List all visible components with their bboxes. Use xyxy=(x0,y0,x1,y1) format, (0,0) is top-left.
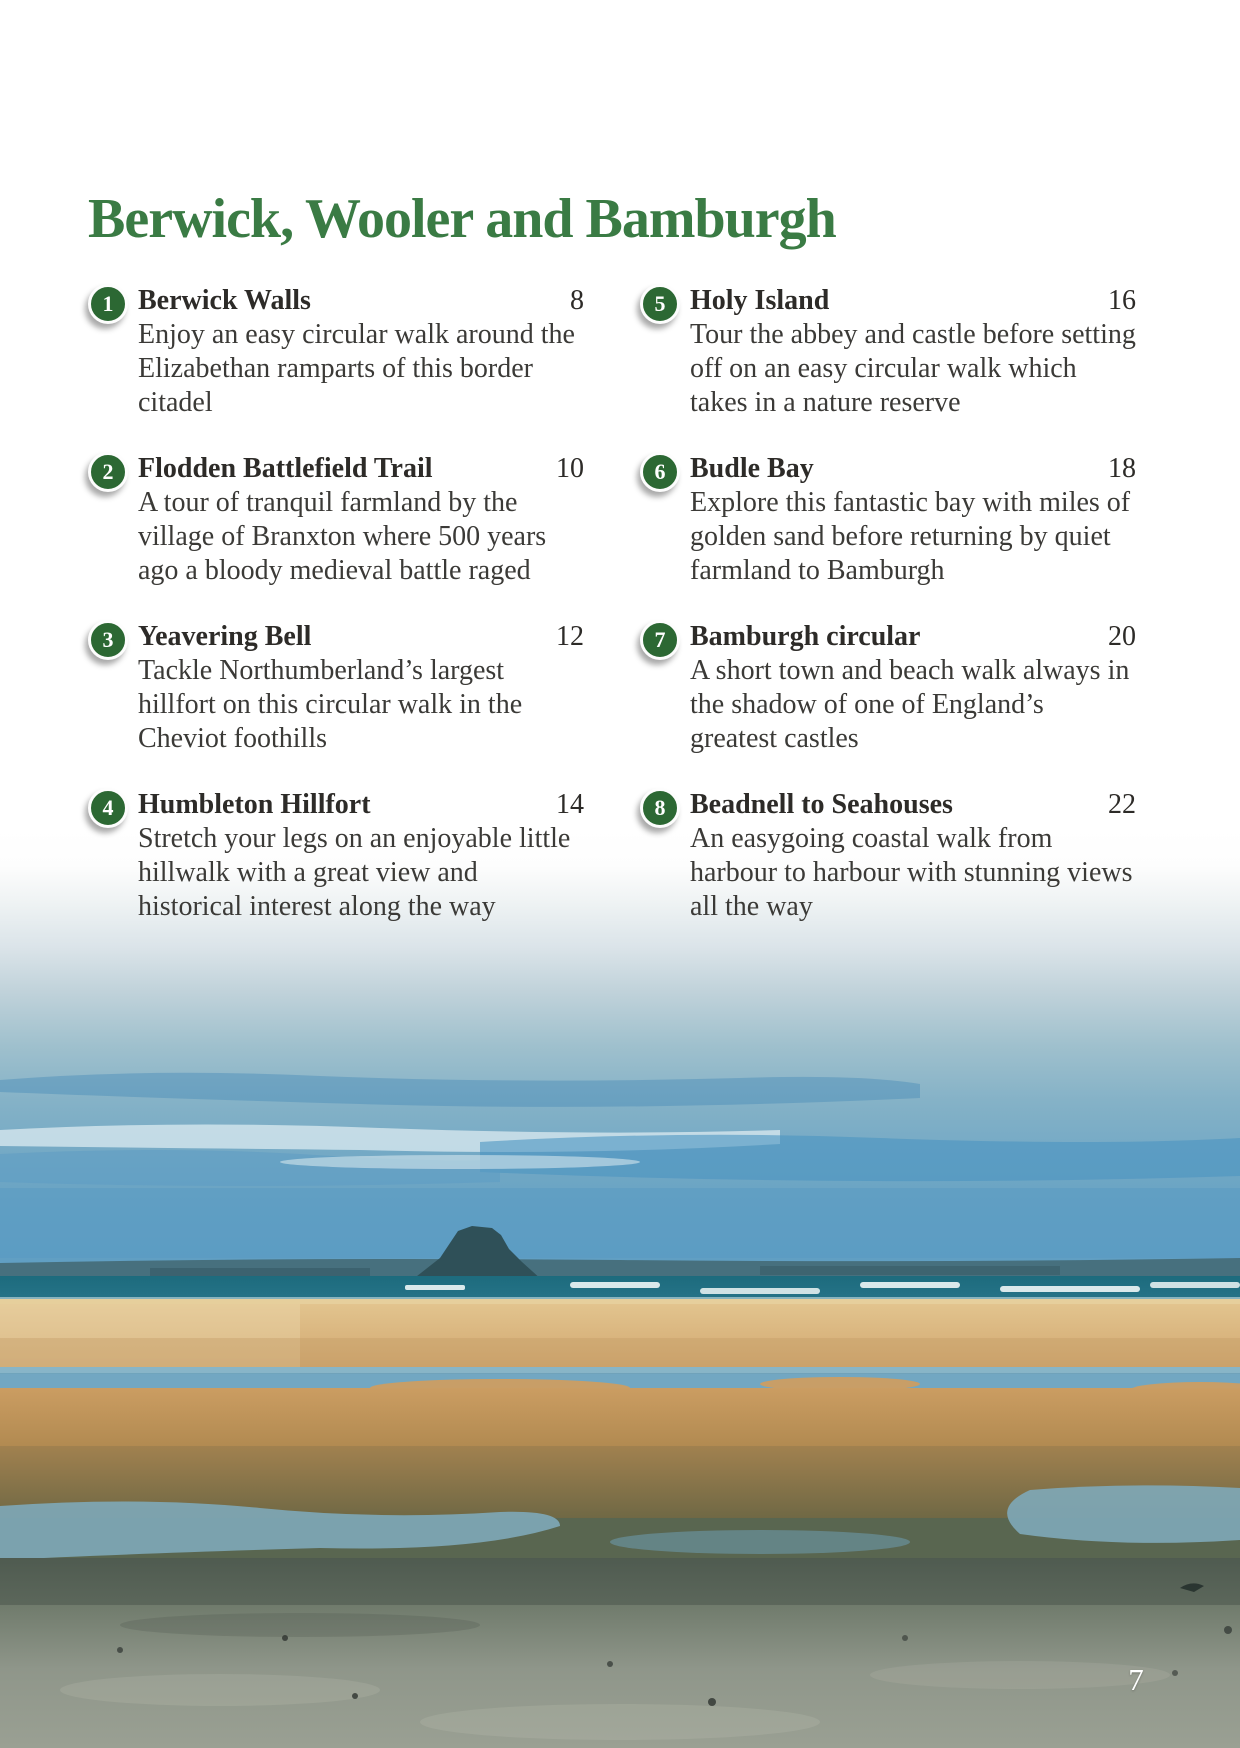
toc-entry xyxy=(88,284,584,420)
beach-photo-art xyxy=(0,830,1240,1748)
walk-entry-header xyxy=(690,788,1136,822)
toc-entry xyxy=(640,452,1136,588)
distant-shore xyxy=(760,1266,1060,1275)
walk-title: Beadnell to Seahouses xyxy=(690,789,953,820)
speckle xyxy=(1172,1670,1178,1676)
walk-entry-body xyxy=(138,452,584,588)
walk-number-badge: 3 xyxy=(88,620,128,660)
toc-column-right xyxy=(640,284,1136,956)
walk-entry-header xyxy=(138,620,584,654)
walk-description: Stretch your legs on an enjoyable little hillwalk with a great view and historical interest along the way xyxy=(138,823,571,922)
walk-entry-body xyxy=(690,788,1136,924)
walk-title: Flodden Battlefield Trail xyxy=(138,453,433,484)
speckle xyxy=(282,1635,288,1641)
walk-entry-body xyxy=(690,452,1136,588)
speckle xyxy=(1224,1626,1232,1634)
walk-description: A short town and beach walk always in the shadow of one of England’s greatest castles xyxy=(690,655,1130,754)
sand-patch xyxy=(420,1704,820,1740)
debris-band xyxy=(120,1613,480,1637)
walk-entry-header xyxy=(690,284,1136,318)
walk-entry-body xyxy=(690,620,1136,756)
toc-column-left xyxy=(88,284,584,956)
tide-pool-right xyxy=(1007,1485,1240,1542)
walk-page-number: 20 xyxy=(1108,621,1136,652)
toc-entry xyxy=(640,788,1136,924)
surf xyxy=(1150,1282,1240,1288)
surf xyxy=(405,1285,465,1290)
walk-entry-body xyxy=(138,788,584,924)
surf xyxy=(860,1282,960,1288)
walk-title: Berwick Walls xyxy=(138,285,311,316)
walk-description: Enjoy an easy circular walk around the Elizabethan ramparts of this border citadel xyxy=(138,319,575,418)
walk-title: Yeavering Bell xyxy=(138,621,312,652)
toc-columns xyxy=(88,284,1136,956)
toc-entry xyxy=(88,452,584,588)
speckle xyxy=(607,1661,613,1667)
walk-title: Holy Island xyxy=(690,285,830,316)
walk-page-number: 18 xyxy=(1108,453,1136,484)
dark-wet-band xyxy=(0,1558,1240,1610)
walk-page-number: 16 xyxy=(1108,285,1136,316)
walk-entry-header xyxy=(690,452,1136,486)
speckle xyxy=(117,1647,123,1653)
cloud-band xyxy=(0,1188,1240,1258)
walk-title: Humbleton Hillfort xyxy=(138,789,371,820)
toc-entry xyxy=(640,620,1136,756)
walk-description: Explore this fantastic bay with miles of golden sand before returning by quiet farmland to Bamburgh xyxy=(690,487,1131,586)
walk-description: An easygoing coastal walk from harbour to harbour with stunning views all the way xyxy=(690,823,1133,922)
walk-description: A tour of tranquil farmland by the village of Branxton where 500 years ago a bloody medieval battle raged xyxy=(138,487,547,586)
walk-page-number: 12 xyxy=(556,621,584,652)
speckle xyxy=(708,1698,716,1706)
surf xyxy=(1000,1286,1140,1292)
walk-page-number: 14 xyxy=(556,789,584,820)
walk-entry-header xyxy=(138,284,584,318)
toc-entry xyxy=(88,620,584,756)
walk-number-badge: 1 xyxy=(88,284,128,324)
walk-number-badge: 8 xyxy=(640,788,680,828)
footer-page-number: 7 xyxy=(1128,1662,1144,1697)
walk-number-badge: 6 xyxy=(640,452,680,492)
walk-page-number: 8 xyxy=(570,285,584,316)
walk-number-badge: 5 xyxy=(640,284,680,324)
tide-pool-middle xyxy=(610,1530,910,1554)
surf xyxy=(700,1288,820,1294)
walk-number-badge: 7 xyxy=(640,620,680,660)
surf xyxy=(570,1282,660,1288)
walk-description: Tackle Northumberland’s largest hillfort on this circular walk in the Cheviot foothills xyxy=(138,655,523,754)
walk-title: Bamburgh circular xyxy=(690,621,921,652)
walk-entry-body xyxy=(690,284,1136,420)
distant-shore xyxy=(150,1268,370,1276)
speckle xyxy=(352,1693,358,1699)
sand-shading xyxy=(0,1338,1240,1368)
toc-entry xyxy=(88,788,584,924)
walk-description: Tour the abbey and castle before setting off on an easy circular walk which takes in a nature reserve xyxy=(690,319,1136,418)
walk-page-number: 22 xyxy=(1108,789,1136,820)
page-title: Berwick, Wooler and Bamburgh xyxy=(88,188,836,250)
walk-entry-body xyxy=(138,284,584,420)
cloud-wisp xyxy=(280,1155,640,1169)
toc-entry xyxy=(640,284,1136,420)
walk-entry-header xyxy=(138,788,584,822)
sand-patch xyxy=(60,1674,380,1706)
speckle xyxy=(902,1635,908,1641)
walk-entry-body xyxy=(138,620,584,756)
walk-page-number: 10 xyxy=(556,453,584,484)
walk-number-badge: 4 xyxy=(88,788,128,828)
bay-beach-castle-photo xyxy=(0,830,1240,1748)
walk-number-badge: 2 xyxy=(88,452,128,492)
walk-title: Budle Bay xyxy=(690,453,814,484)
water-channel-highlight xyxy=(0,1367,1240,1373)
walk-entry-header xyxy=(138,452,584,486)
golden-sand-lower xyxy=(0,1388,1240,1450)
table-of-contents xyxy=(88,188,1136,956)
walk-entry-header xyxy=(690,620,1136,654)
